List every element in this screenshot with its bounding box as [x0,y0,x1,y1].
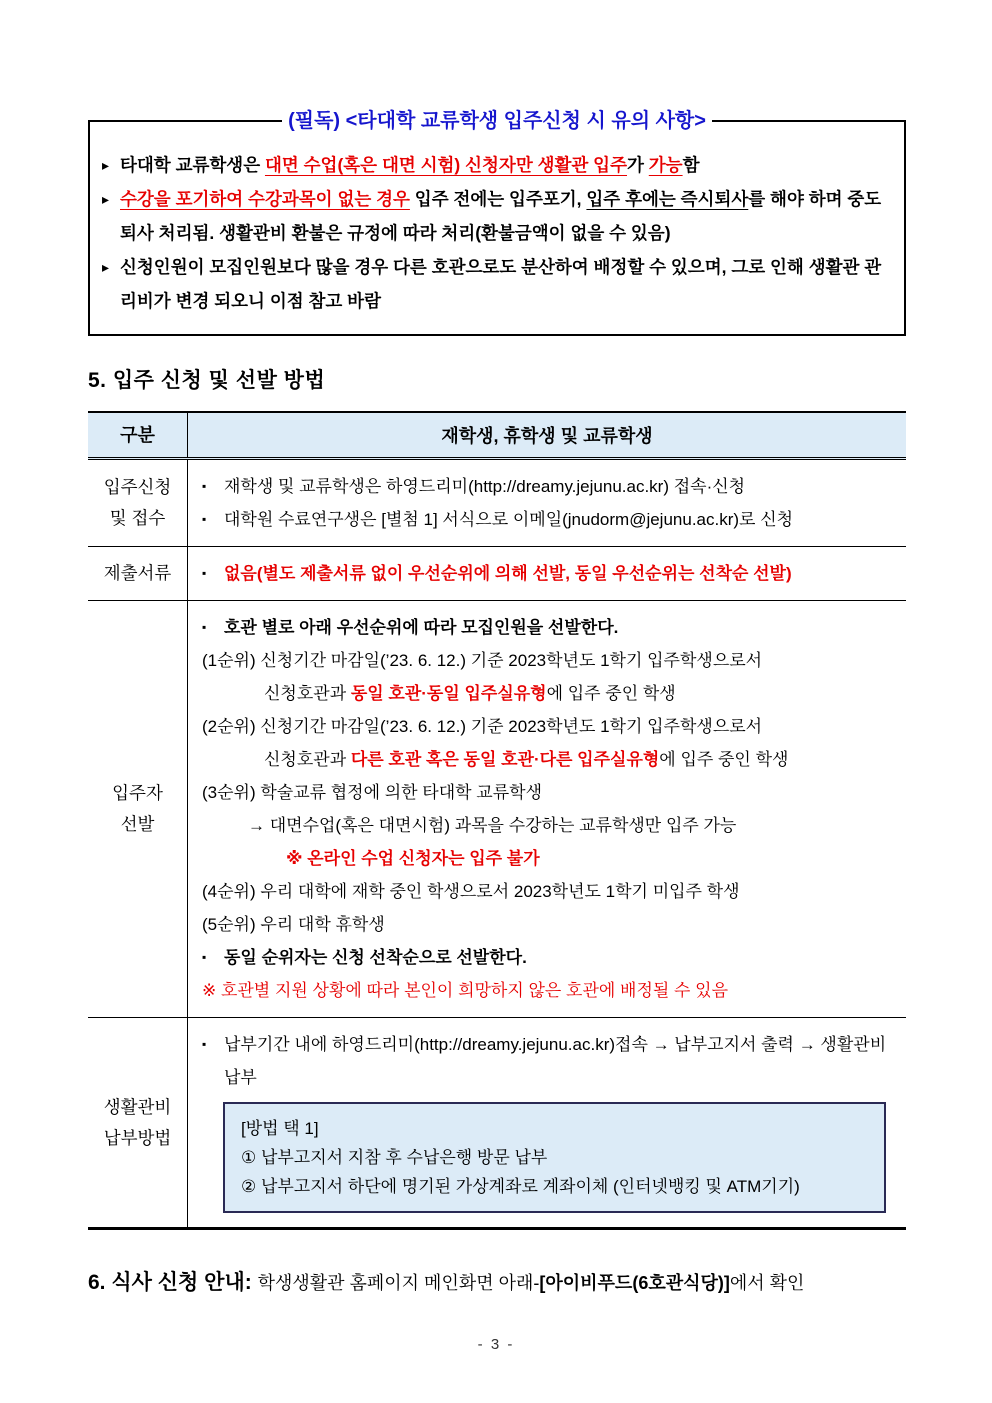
content-line: ▪ 재학생 및 교류학생은 하영드리미(http://dreamy.jejunu.ac.kr) 접속·신청 [202,470,900,503]
notice-bullet-2-text: 수강을 포기하여 수강과목이 없는 경우 입주 전에는 입주포기, 입주 후에는 즉시퇴사를 해야 하며 중도 퇴사 처리됨. 생활관비 환불은 규정에 따라 처리(환불금액이 없을 수 있음) [120,189,882,243]
page-content [88,110,906,1298]
method-box-line: [방법 택 1] [241,1119,319,1138]
table-row-documents [88,547,906,601]
notice-bullet-1-text: 타대학 교류학생은 대면 수업(혹은 대면 시험) 신청자만 생활관 입주가 가능함 [120,155,700,175]
row-content-payment [188,1018,907,1229]
row-content-application [188,459,907,547]
content-line: (3순위) 학술교류 협정에 의한 타대학 교류학생 [202,783,542,802]
square-bullet-icon: ▪ [202,566,207,580]
row-content-documents [188,547,907,601]
table-header-category: 구분 [88,412,188,459]
table-row-selection [88,601,906,1018]
square-bullet-icon: ▪ [202,512,207,526]
content-line: → 대면수업(혹은 대면시험) 과목을 수강하는 교류학생만 입주 가능 [248,816,737,835]
square-bullet-icon: ▪ [202,620,207,634]
table-header-row [88,412,906,459]
content-line: ▪ 호관 별로 아래 우선순위에 따라 모집인원을 선발한다. [202,611,900,644]
triangle-bullet-icon: ▸ [102,259,110,275]
application-selection-table [88,411,906,1230]
notice-bullet-1 [102,148,890,182]
content-line: ※ 호관별 지원 상황에 따라 본인이 희망하지 않은 호관에 배정될 수 있음 [202,981,729,1000]
content-line: ▪ 납부기간 내에 하영드리미(http://dreamy.jejunu.ac.kr)접속 → 납부고지서 출력 → 생활관비 납부 [202,1028,900,1094]
row-content-selection [188,601,907,1018]
method-box-line: ② 납부고지서 하단에 명기된 가상계좌로 계좌이체 (인터넷뱅킹 및 ATM기기) [241,1177,800,1196]
content-line: 신청호관과 동일 호관·동일 입주실유형에 입주 중인 학생 [264,684,676,703]
row-label-documents: 제출서류 [88,547,188,601]
section-5-heading: 5. 입주 신청 및 선발 방법 [88,369,326,392]
row-label-application: 입주신청 및 접수 [88,459,188,547]
method-box-line: ① 납부고지서 지참 후 수납은행 방문 납부 [241,1148,548,1167]
notice-bullet-2 [102,182,890,250]
notice-box-title: (필독) <타대학 교류학생 입주신청 시 유의 사항> [90,106,904,136]
row-label-selection: 입주자 선발 [88,601,188,1018]
square-bullet-icon: ▪ [202,950,207,964]
page-number: - 3 - [477,1336,515,1353]
triangle-bullet-icon: ▸ [102,157,110,173]
triangle-bullet-icon: ▸ [102,191,110,207]
content-line: ※ 온라인 수업 신청자는 입주 불가 [286,849,540,868]
payment-method-box [223,1102,886,1213]
row-label-payment: 생활관비 납부방법 [88,1018,188,1229]
table-row-payment [88,1018,906,1229]
content-line: ▪ 없음(별도 제출서류 없이 우선순위에 의해 선발, 동일 우선순위는 선착순 선발) [202,557,900,590]
section-6-heading: 6. 식사 신청 안내: 학생생활관 홈페이지 메인화면 아래-[아이비푸드(6호관식당)]에서 확인 [88,1271,805,1294]
table-header-students: 재학생, 휴학생 및 교류학생 [188,412,907,459]
content-line: ▪ 대학원 수료연구생은 [별첨 1] 서식으로 이메일(jnudorm@jejunu.ac.kr)로 신청 [202,503,900,536]
square-bullet-icon: ▪ [202,479,207,493]
square-bullet-icon: ▪ [202,1037,207,1051]
content-line: (1순위) 신청기간 마감일(’23. 6. 12.) 기준 2023학년도 1학기 입주학생으로서 [202,651,763,670]
notice-bullet-3-text: 신청인원이 모집인원보다 많을 경우 다른 호관으로도 분산하여 배정할 수 있으며, 그로 인해 생활관 관리비가 변경 되오니 이점 참고 바람 [120,257,882,311]
content-line: (5순위) 우리 대학 휴학생 [202,915,385,934]
content-line: 신청호관과 다른 호관 혹은 동일 호관·다른 입주실유형에 입주 중인 학생 [264,750,789,769]
content-line: (4순위) 우리 대학에 재학 중인 학생으로서 2023학년도 1학기 미입주 학생 [202,882,740,901]
notice-box [88,110,906,336]
content-line: (2순위) 신청기간 마감일(’23. 6. 12.) 기준 2023학년도 1학기 입주학생으로서 [202,717,763,736]
table-row-application [88,459,906,547]
notice-bullet-3 [102,250,890,318]
content-line: ▪ 동일 순위자는 신청 선착순으로 선발한다. [202,941,900,974]
